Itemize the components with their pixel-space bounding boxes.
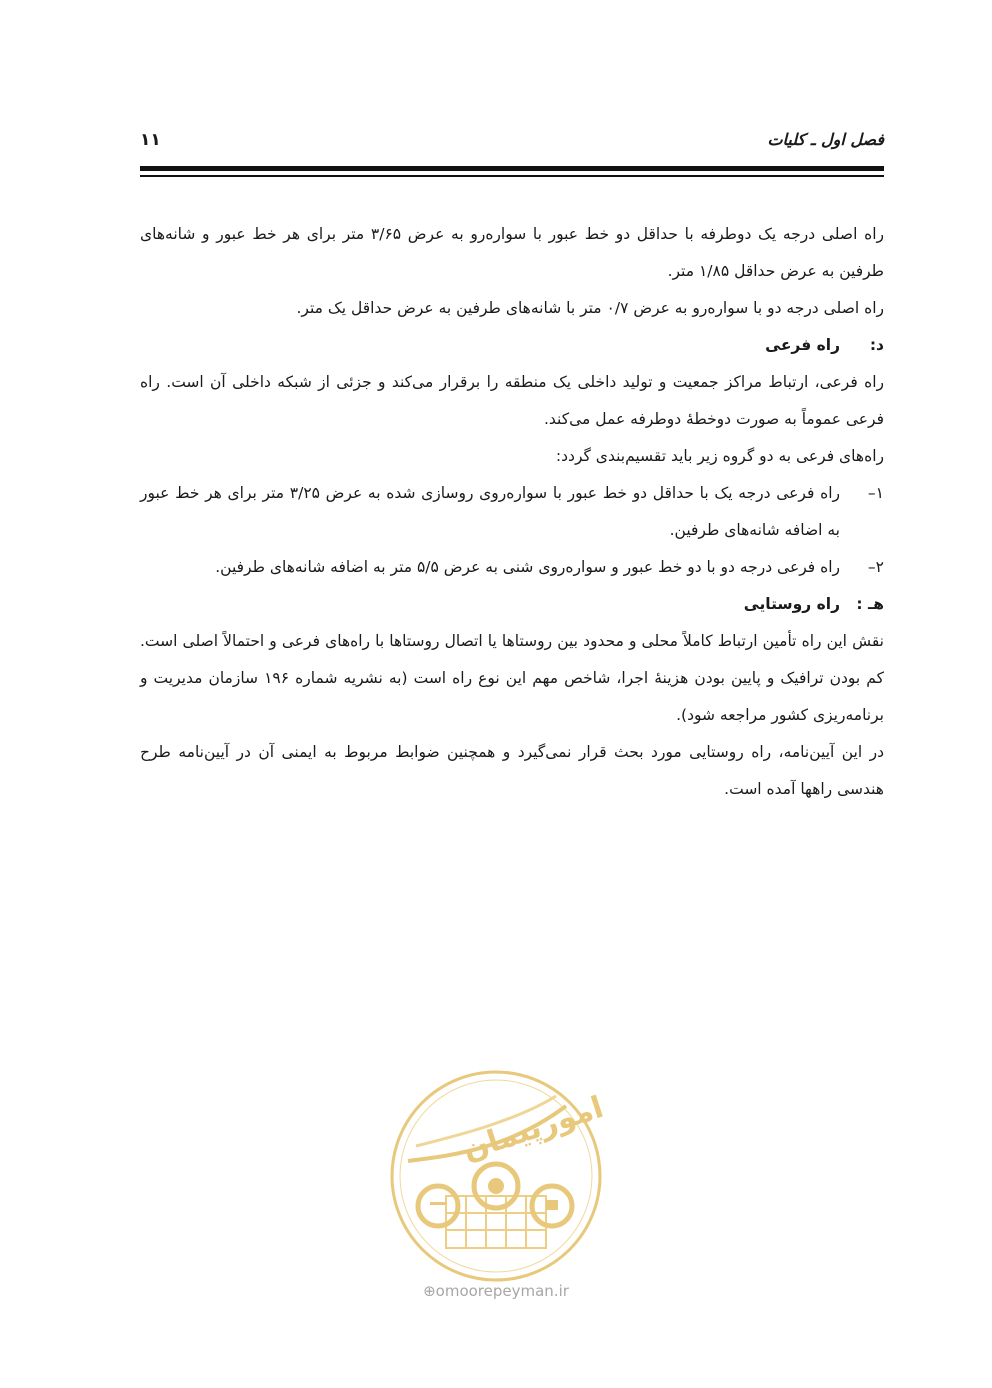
list-item — [140, 475, 884, 549]
section-marker: هـ : — [856, 595, 884, 613]
section-heading-secondary-road — [140, 327, 884, 364]
paragraph-secondary-groups: راه‌های فرعی به دو گروه زیر باید تقسیم‌بندی گردد: — [555, 447, 884, 465]
section-title: راه فرعی — [765, 336, 840, 354]
list-item — [140, 549, 884, 586]
paragraph-rural-road-note: در این آیین‌نامه، راه روستایی مورد بحث قرار نمی‌گیرد و همچنین ضوابط مربوط به ایمنی آن در آیین‌نامه طرح هندسی راهها آمده است. — [140, 743, 884, 798]
paragraph-main-road-2: راه اصلی درجه دو با سواره‌رو به عرض ۰/۷ متر با شانه‌های طرفین به عرض حداقل یک متر. — [296, 299, 884, 317]
paragraph-rural-road: نقش این راه تأمین ارتباط کاملاً محلی و محدود بین روستاها یا اتصال روستاها با راه‌های فرعی و احتمالاً اصلی است. کم بودن ترافیک و پایین بودن هزینهٔ اجرا، شاخص مهم این نوع راه است (به نشریه شماره ۱۹۶ سازمان مدیریت و برنامه‌ریزی کشور مراجعه شود). — [140, 632, 884, 724]
chapter-title: فصل اول ـ کلیات — [767, 130, 884, 149]
paragraph-secondary-road: راه فرعی، ارتباط مراکز جمعیت و تولید داخلی یک منطقه را برقرار می‌کند و جزئی از شبکه داخلی آن است. راه فرعی عموماً به صورت دوخطهٔ دوطرفه عمل می‌کند. — [140, 373, 884, 428]
list-item-number: ۱– — [867, 484, 884, 502]
watermark-url — [386, 1282, 606, 1300]
watermark-seal-icon — [386, 1066, 606, 1286]
watermark-logo — [386, 1066, 606, 1286]
section-heading-rural-road — [140, 586, 884, 623]
header-rule-thin — [140, 175, 884, 177]
list-item-text: راه فرعی درجه دو با دو خط عبور و سواره‌روی شنی به عرض ۵/۵ متر به اضافه شانه‌های طرفین. — [215, 558, 840, 576]
watermark-logo-text: امورپیمان — [458, 1089, 606, 1169]
paragraph-main-road-1: راه اصلی درجه یک دوطرفه با حداقل دو خط عبور با سواره‌رو به عرض ۳/۶۵ متر برای هر خط عبور و شانه‌های طرفین به عرض حداقل ۱/۸۵ متر. — [140, 225, 884, 280]
globe-icon: ⊕ — [423, 1282, 436, 1300]
section-title: راه روستایی — [743, 595, 840, 613]
section-marker: د: — [869, 336, 884, 354]
page-header — [140, 126, 884, 158]
body-text — [140, 216, 884, 808]
header-rule-thick — [140, 166, 884, 171]
page-number: ۱۱ — [140, 130, 161, 150]
list-item-text: راه فرعی درجه یک با حداقل دو خط عبور با سواره‌روی روسازی شده به عرض ۳/۲۵ متر برای هر خط عبور به اضافه شانه‌های طرفین. — [140, 484, 840, 539]
list-item-number: ۲– — [867, 558, 884, 576]
watermark-url-text: omoorepeyman.ir — [435, 1282, 569, 1300]
